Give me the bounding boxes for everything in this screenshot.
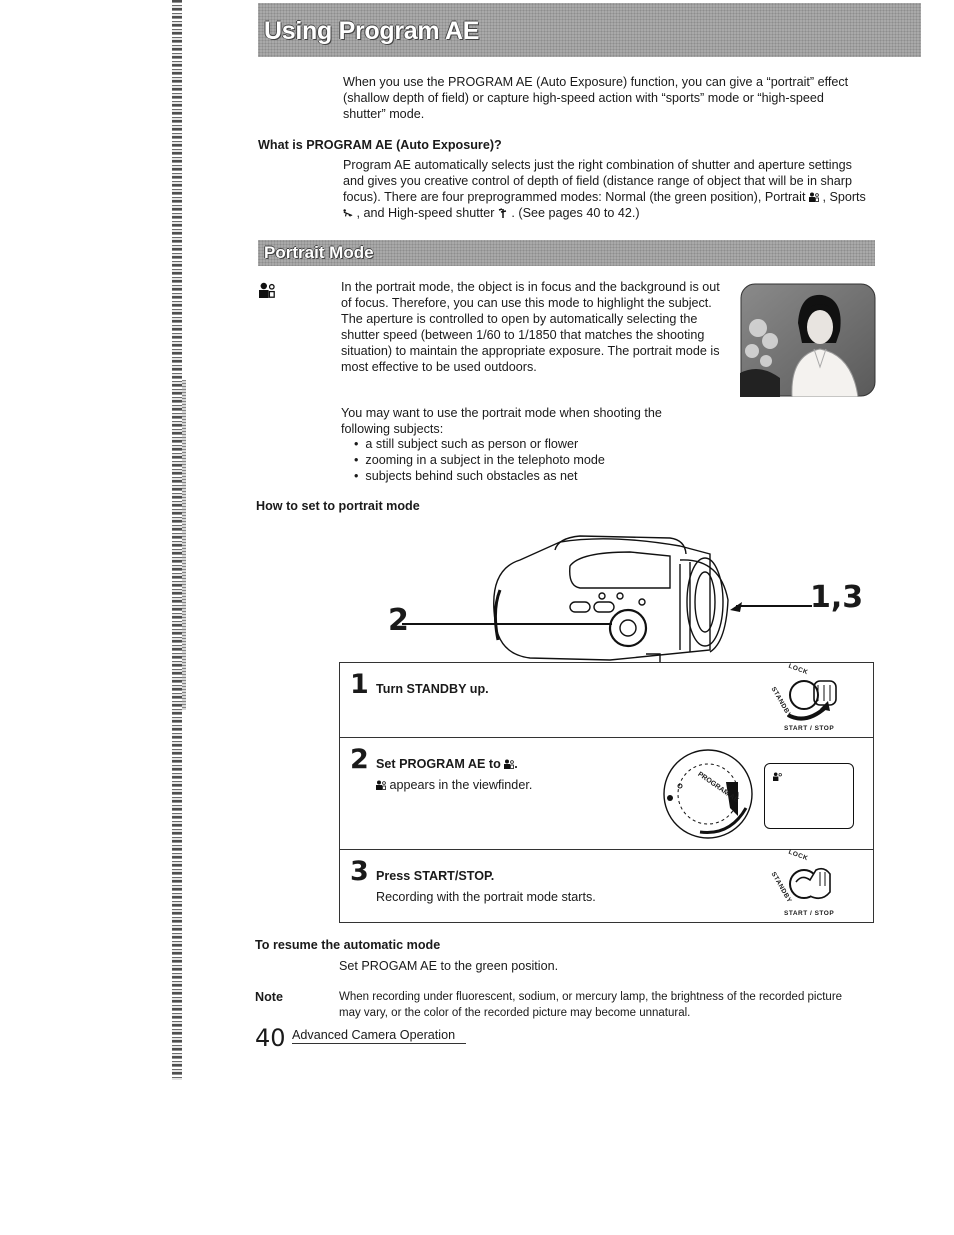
steps-box (339, 662, 874, 923)
what-is-heading: What is PROGRAM AE (Auto Exposure)? (258, 138, 502, 152)
portrait-mode-marker-icon (258, 282, 276, 298)
program-ae-dial-icon (660, 746, 756, 842)
step-description: appears in the viewfinder. (376, 778, 532, 792)
start-stop-label: START / STOP (784, 910, 835, 917)
step-description: Recording with the portrait mode starts. (376, 890, 596, 904)
note-label: Note (255, 990, 283, 1004)
portrait-mode-banner (258, 240, 875, 266)
step-2 (340, 738, 873, 850)
start-stop-label: START / STOP (784, 725, 835, 732)
lock-label: LOCK (787, 848, 810, 863)
portrait-photo (740, 283, 876, 397)
list-item: • subjects behind such obstacles as net (354, 469, 578, 483)
how-to-heading: How to set to portrait mode (256, 499, 420, 513)
high-speed-shutter-icon (498, 208, 508, 218)
standby-label: STANDBY (769, 870, 793, 905)
portrait-mode-heading: Portrait Mode (264, 243, 374, 262)
step-number: 2 (350, 744, 369, 775)
standby-label: STANDBY (769, 685, 793, 720)
page-number: 40 (255, 1024, 286, 1052)
portrait-subjects-list (341, 436, 714, 484)
what-is-paragraph: Program AE automatically selects just the right combination of shutter and aperture settings and gives you creative control of depth of field (distance range of object that will be in sharp focus). There are four preprogrammed modes: Normal (the green position), Portrait , Sports , and High-speed shutter . (See pages 40 to 42.) (343, 158, 866, 220)
step-title: Set PROGRAM AE to . (376, 757, 518, 771)
portrait-mode-icon (809, 192, 819, 202)
camcorder-illustration (380, 530, 860, 662)
standby-dial-icon (769, 667, 842, 725)
lock-label: LOCK (787, 662, 810, 677)
portrait-mode-icon (376, 780, 386, 790)
portrait-mode-icon (504, 759, 514, 769)
step-title: Turn STANDBY up. (376, 682, 489, 696)
resume-text: Set PROGAM AE to the green position. (339, 959, 559, 973)
portrait-mode-icon (773, 772, 782, 781)
list-item: • a still subject such as person or flower (354, 437, 579, 451)
viewfinder-display (764, 763, 854, 829)
page-binding-edge (172, 0, 182, 1080)
portrait-subjects-intro: You may want to use the portrait mode when shooting the following subjects: (341, 406, 662, 436)
page-title: Using Program AE (264, 17, 480, 45)
step-number: 1 (350, 669, 369, 700)
step-3 (340, 850, 873, 922)
note-text: When recording under fluorescent, sodium, or mercury lamp, the brightness of the recorded picture may vary, or the color of the recorded picture may become unnatural. (339, 991, 843, 1019)
page-binding-shadow (182, 380, 186, 710)
resume-heading: To resume the automatic mode (255, 938, 441, 952)
intro-paragraph: When you use the PROGRAM AE (Auto Exposure) function, you can give a “portrait” effect (shallow depth of field) or capture high-speed action with “sports” mode or “high-speed shutter” mode. (343, 75, 849, 121)
title-banner (258, 3, 921, 57)
program-ae-dial-label: PROGRAM AE (696, 770, 740, 805)
footer-section-title: Advanced Camera Operation (292, 1028, 466, 1044)
callout-step-2: 2 (388, 603, 409, 638)
sports-mode-icon (343, 208, 353, 218)
callout-steps-1-3: 1,3 (810, 580, 864, 615)
step-title: Press START/STOP. (376, 869, 495, 883)
step-1 (340, 663, 873, 738)
list-item: • zooming in a subject in the telephoto mode (354, 453, 605, 467)
step-number: 3 (350, 856, 369, 887)
portrait-description: In the portrait mode, the object is in focus and the background is out of focus. Therefore, you can use this mode to highlight the subject. The aperture is controlled to open by automatically selecting the shutter speed (between 1/60 to 1/1850 that matches the shooting situation) to maintain the appropriate exposure. The portrait mode is most effective to be used outdoors. (341, 280, 720, 374)
